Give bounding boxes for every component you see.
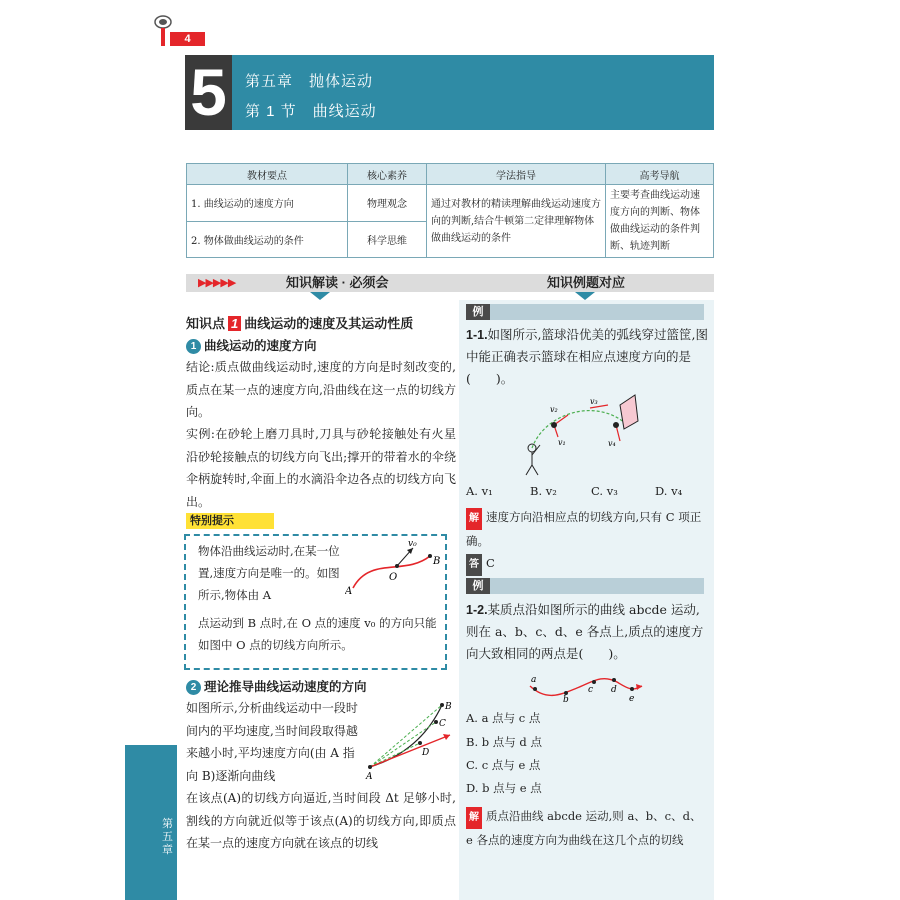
example-tag: 例 <box>466 304 490 320</box>
example-header-bar <box>466 578 704 594</box>
banner-pointer-icon <box>575 292 595 300</box>
circle-number-icon: 1 <box>186 339 201 354</box>
label-B: B <box>445 702 452 712</box>
table-cell: 主要考查曲线运动速度方向的判断、物体做曲线运动的条件判断、轨迹判断 <box>606 185 714 258</box>
banner-pointer-icon <box>310 292 330 300</box>
option-d: D. b 点与 e 点 <box>466 781 542 795</box>
table-cell: 通过对教材的精读理解曲线运动速度方向的判断,结合牛顿第二定律理解物体做曲线运动的条件 <box>427 185 606 258</box>
curve-abcde-diagram <box>522 672 647 702</box>
tip-text: 点运动到 B 点时,在 O 点的速度 v₀ 的方向只能如图中 O 点的切线方向所示。 <box>198 616 437 652</box>
option-b: B. b 点与 d 点 <box>466 735 542 749</box>
conclusion-paragraph: 结论:质点做曲线运动时,速度的方向是时刻改变的,质点在某一点的速度方向,沿曲线在这一点的切线方向。 <box>186 360 456 419</box>
subheading-text: 曲线运动的速度方向 <box>204 339 317 353</box>
label-e: e <box>629 694 635 702</box>
label-a: a <box>531 675 537 685</box>
solution-tag: 解 <box>466 508 482 530</box>
circle-number-icon: 2 <box>186 680 201 695</box>
subheading-1 <box>186 336 317 354</box>
table-header: 教材要点 <box>187 164 348 185</box>
theory-paragraph: 如图所示,分析曲线运动中一段时间内的平均速度,当时间段取得越来越小时,平均速度方向(由 A 指向 B)逐渐向曲线 <box>186 701 358 783</box>
label-v3: v₃ <box>590 397 598 406</box>
subheading-text: 理论推导曲线运动速度的方向 <box>204 680 367 694</box>
basketball-diagram <box>520 393 650 478</box>
knowledge-label: 知识点 <box>186 316 226 331</box>
label-A: A <box>366 772 373 782</box>
solution-1 <box>466 506 708 552</box>
solution-text: 速度方向沿相应点的切线方向,只有 C 项正确。 <box>466 510 702 548</box>
example-header-bar <box>466 304 704 320</box>
label-C: C <box>439 719 446 729</box>
solution-text: 质点沿曲线 abcde 运动,则 a、b、c、d、e 各点的速度方向为曲线在这几个点的切线 <box>466 809 702 847</box>
page-number: 4 <box>170 32 205 46</box>
label-v4: v₄ <box>608 439 616 448</box>
answer-1 <box>466 552 708 576</box>
option-d: D. v₄ <box>655 484 683 498</box>
option-c: C. v₃ <box>591 484 618 498</box>
label-v1: v₁ <box>558 438 566 447</box>
question-text: 某质点沿如图所示的曲线 abcde 运动,则在 a、b、c、d、e 各点上,质点的速度方向大致相同的两点是( )。 <box>466 602 704 661</box>
option-b: B. v₂ <box>530 484 557 498</box>
knowledge-number: 1 <box>228 316 241 331</box>
solution-tag: 解 <box>466 807 482 829</box>
question-1 <box>466 324 708 390</box>
label-v0: v₀ <box>408 539 417 549</box>
theory-paragraph: 在该点(A)的切线方向逼近,当时间段 Δt 足够小时,割线的方向就近似等于该点(A)的切线方向,即质点在某一点的速度方向就在该点的切线 <box>186 791 456 850</box>
knowledge-title: 曲线运动的速度及其运动性质 <box>244 316 414 331</box>
table-header: 高考导航 <box>606 164 714 185</box>
answer-text: C <box>486 556 495 570</box>
question-text: 如图所示,篮球沿优美的弧线穿过篮筐,图中能正确表示篮球在相应点速度方向的是( )。 <box>466 327 708 386</box>
chapter-title: 第五章 抛体运动 <box>245 73 374 90</box>
secant-diagram <box>362 697 457 782</box>
table-cell: 2. 物体做曲线运动的条件 <box>187 221 348 258</box>
table-cell: 科学思维 <box>348 221 427 258</box>
answer-tag: 答 <box>466 554 482 576</box>
example-paragraph: 实例:在砂轮上磨刀具时,刀具与砂轮接触处有火星沿砂轮接触点的切线方向飞出;撑开的带着水的伞绕伞柄旋转时,伞面上的水滴沿伞边各点的切线方向飞出。 <box>186 427 456 509</box>
option-a: A. v₁ <box>466 484 493 498</box>
label-c: c <box>588 685 594 695</box>
banner-left-title: 知识解读 · 必须会 <box>286 275 389 290</box>
section-title: 第 1 节 曲线运动 <box>245 103 377 120</box>
banner-right-title: 知识例题对应 <box>547 275 626 290</box>
label-d: d <box>611 685 617 695</box>
tangent-diagram <box>345 536 445 596</box>
question-number: 1-1. <box>466 328 488 342</box>
label-B: B <box>433 556 441 567</box>
question-number: 1-2. <box>466 603 488 617</box>
chapter-number: 5 <box>185 55 232 130</box>
overview-table <box>186 163 714 258</box>
question-2 <box>466 599 708 665</box>
special-tip-label: 特别提示 <box>186 513 274 529</box>
chapter-side-label: 第五章 <box>162 818 173 856</box>
label-A: A <box>345 586 353 596</box>
label-O: O <box>389 572 398 583</box>
table-header: 学法指导 <box>427 164 606 185</box>
table-cell: 1. 曲线运动的速度方向 <box>187 185 348 222</box>
subheading-2 <box>186 677 367 695</box>
table-cell: 物理观念 <box>348 185 427 222</box>
example-tag: 例 <box>466 578 490 594</box>
option-a: A. a 点与 c 点 <box>466 711 541 725</box>
knowledge-point-heading <box>186 313 413 332</box>
label-D: D <box>422 748 430 758</box>
label-b: b <box>563 695 569 702</box>
arrows-decoration: ▶▶▶▶▶ <box>198 277 236 289</box>
label-v2: v₂ <box>550 405 558 414</box>
option-c: C. c 点与 e 点 <box>466 758 541 772</box>
tip-text: 物体沿曲线运动时,在某一位置,速度方向是唯一的。如图所示,物体由 A <box>198 544 340 602</box>
table-header: 核心素养 <box>348 164 427 185</box>
solution-2 <box>466 805 708 851</box>
